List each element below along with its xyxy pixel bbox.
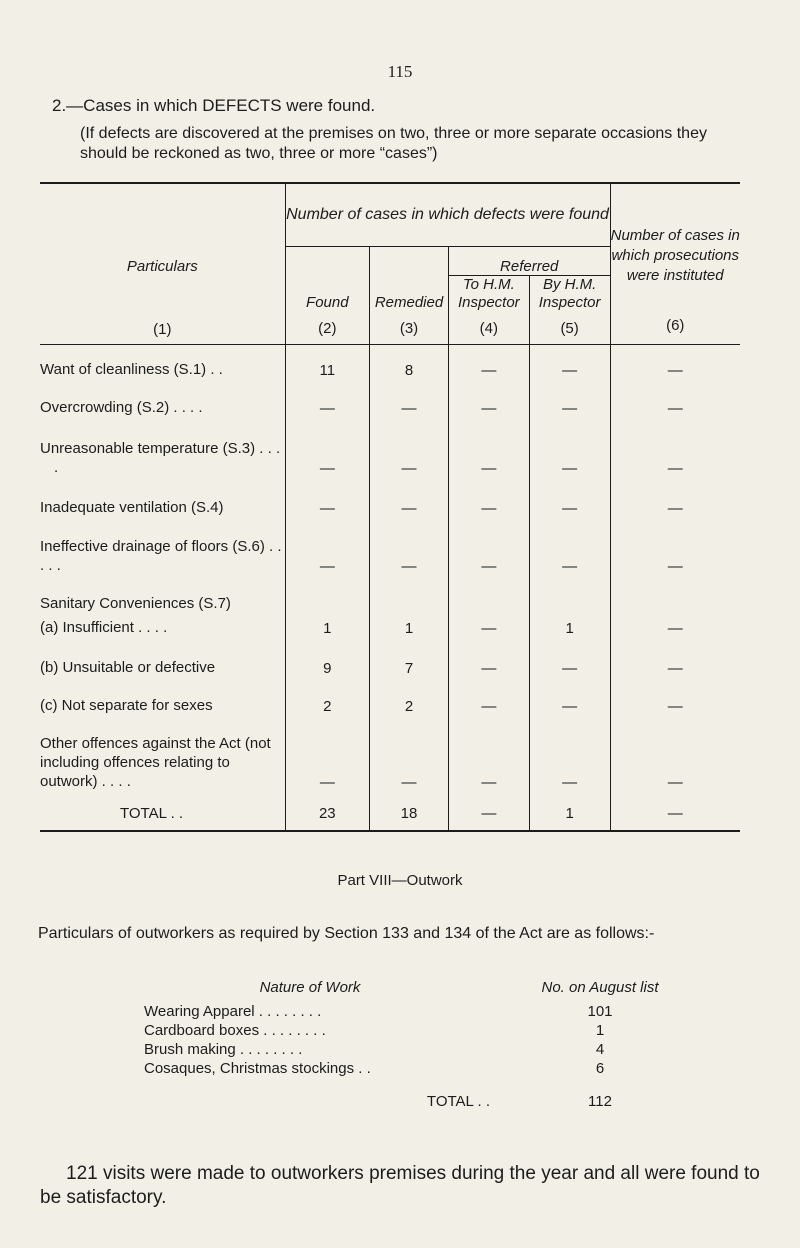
work-count: 101	[587, 1003, 613, 1020]
cell-remedied: —	[370, 481, 449, 521]
outwork-intro: Particulars of outworkers as required by Section 133 and 134 of the Act are as follows:-	[38, 925, 655, 942]
row-label: Sanitary Conveniences (S.7)	[40, 579, 285, 617]
list-item	[110, 1002, 690, 1021]
cell-by-hm: —	[529, 681, 610, 719]
cell-prosecutions: —	[667, 659, 683, 677]
total-row	[40, 795, 740, 831]
cell-to-hm: —	[448, 641, 529, 681]
col-num-5: (5)	[560, 320, 579, 337]
header-cases-found: Number of cases in which defects were found	[285, 183, 610, 247]
cell-found: —	[285, 481, 370, 521]
table-row	[40, 641, 740, 681]
list-item	[110, 1040, 690, 1059]
cell-prosecutions: —	[667, 697, 683, 715]
cell-prosecutions: —	[667, 399, 683, 417]
table-row	[40, 481, 740, 521]
cell-to-hm: —	[448, 719, 529, 795]
cell-by-hm: —	[529, 641, 610, 681]
col-num-4: (4)	[479, 320, 498, 337]
header-nature-of-work: Nature of Work	[259, 979, 361, 996]
cell-by-hm: —	[529, 345, 610, 383]
total-by-hm: 1	[529, 795, 610, 831]
work-count: 1	[595, 1022, 605, 1039]
header-by-hm-inspector	[529, 276, 610, 345]
cell-by-hm: —	[529, 421, 610, 481]
cell-prosecutions: —	[667, 557, 683, 575]
cell-found: 1	[285, 617, 370, 641]
cell-by-hm: —	[529, 719, 610, 795]
work-count: 4	[595, 1041, 605, 1058]
cell-to-hm: —	[448, 681, 529, 719]
cell-remedied	[370, 579, 449, 617]
cell-found: —	[285, 383, 370, 421]
cell-prosecutions: —	[667, 459, 683, 477]
cell-found	[285, 579, 370, 617]
cell-remedied: —	[370, 383, 449, 421]
cell-by-hm	[529, 579, 610, 617]
list-item	[110, 1021, 690, 1040]
work-count: 6	[595, 1060, 605, 1077]
total-remedied: 18	[370, 795, 449, 831]
total-prosecutions: —	[667, 804, 683, 822]
part-title: Part VIII—Outwork	[337, 872, 463, 889]
cell-prosecutions: —	[667, 773, 683, 791]
cell-to-hm: —	[448, 521, 529, 579]
cell-found: —	[285, 421, 370, 481]
cell-to-hm: —	[448, 345, 529, 383]
header-found-label: Found	[306, 294, 349, 311]
outwork-total-row	[110, 1078, 690, 1111]
header-particulars-label: Particulars	[126, 258, 198, 275]
closing-paragraph: 121 visits were made to outworkers premises during the year and all were found to be satisfactory.	[40, 1163, 760, 1208]
row-label: (c) Not separate for sexes	[40, 681, 285, 719]
outwork-total-value: 112	[588, 1093, 612, 1110]
cell-by-hm: —	[529, 481, 610, 521]
header-prosecutions-label: Number of cases in which prosecutions were instituted	[610, 227, 740, 284]
cell-remedied: 1	[370, 617, 449, 641]
cell-remedied: 7	[370, 641, 449, 681]
table-row	[40, 617, 740, 641]
row-label: Ineffective drainage of floors (S.6) . . . . .	[40, 521, 285, 579]
cell-prosecutions	[610, 579, 740, 617]
cell-found: —	[285, 719, 370, 795]
table-row	[40, 345, 740, 383]
cell-remedied: —	[370, 521, 449, 579]
defects-table	[40, 182, 740, 832]
row-label: (a) Insufficient . . . .	[40, 617, 285, 641]
header-number-on-list: No. on August list	[541, 979, 659, 996]
row-label: Unreasonable temperature (S.3) . . . .	[40, 421, 285, 481]
cell-to-hm	[448, 579, 529, 617]
row-label: Want of cleanliness (S.1) . .	[40, 345, 285, 383]
cell-remedied: 2	[370, 681, 449, 719]
cell-remedied: 8	[370, 345, 449, 383]
col-num-3: (3)	[399, 320, 419, 337]
col-num-2: (2)	[318, 320, 337, 337]
cell-found: 2	[285, 681, 370, 719]
cell-by-hm: —	[529, 383, 610, 421]
outwork-table	[110, 978, 690, 1111]
outwork-total-label: TOTAL . .	[426, 1093, 490, 1110]
table-row	[40, 719, 740, 795]
header-found	[285, 247, 370, 345]
col-num-1: (1)	[153, 321, 172, 338]
cell-prosecutions: —	[667, 361, 683, 379]
header-remedied	[370, 247, 449, 345]
cell-to-hm: —	[448, 617, 529, 641]
cell-to-hm: —	[448, 421, 529, 481]
cell-by-hm: —	[529, 521, 610, 579]
table-row	[40, 681, 740, 719]
total-label: TOTAL . .	[40, 795, 285, 831]
table-row	[40, 421, 740, 481]
work-name: Wearing Apparel . . . . . . . .	[144, 1003, 322, 1020]
row-label: Overcrowding (S.2) . . . .	[40, 383, 285, 421]
header-prosecutions	[610, 183, 740, 345]
cell-found: 11	[285, 345, 370, 383]
header-particulars	[40, 183, 285, 345]
work-name: Brush making . . . . . . . .	[144, 1041, 303, 1058]
header-remedied-label: Remedied	[374, 294, 444, 311]
header-to-hm-inspector	[448, 276, 529, 345]
cell-by-hm: 1	[529, 617, 610, 641]
list-item	[110, 1059, 690, 1078]
header-by-hm-label: By H.M. Inspector	[538, 276, 601, 311]
row-label: Inadequate ventilation (S.4)	[40, 481, 285, 521]
cell-found: 9	[285, 641, 370, 681]
cell-remedied: —	[370, 719, 449, 795]
col-num-6: (6)	[666, 317, 685, 334]
cell-found: —	[285, 521, 370, 579]
section-heading: 2.—Cases in which DEFECTS were found.	[52, 96, 376, 115]
cell-to-hm: —	[448, 383, 529, 421]
row-label: (b) Unsuitable or defective	[40, 641, 285, 681]
table-row	[40, 383, 740, 421]
work-name: Cosaques, Christmas stockings . .	[144, 1060, 371, 1077]
cell-prosecutions: —	[667, 499, 683, 517]
cell-to-hm: —	[448, 481, 529, 521]
header-referred: Referred	[448, 247, 610, 276]
cell-prosecutions: —	[667, 619, 683, 637]
table-row	[40, 521, 740, 579]
cell-remedied: —	[370, 421, 449, 481]
total-found: 23	[285, 795, 370, 831]
table-row	[40, 579, 740, 617]
page-number: 115	[387, 62, 413, 81]
header-to-hm-label: To H.M. Inspector	[457, 276, 520, 311]
section-note: (If defects are discovered at the premises on two, three or more separate occasions they should be reckoned as two, three or more “cases”)	[80, 125, 707, 162]
total-to-hm: —	[448, 795, 529, 831]
work-name: Cardboard boxes . . . . . . . .	[144, 1022, 326, 1039]
row-label: Other offences against the Act (not including offences relating to outwork) . . . .	[40, 719, 285, 795]
